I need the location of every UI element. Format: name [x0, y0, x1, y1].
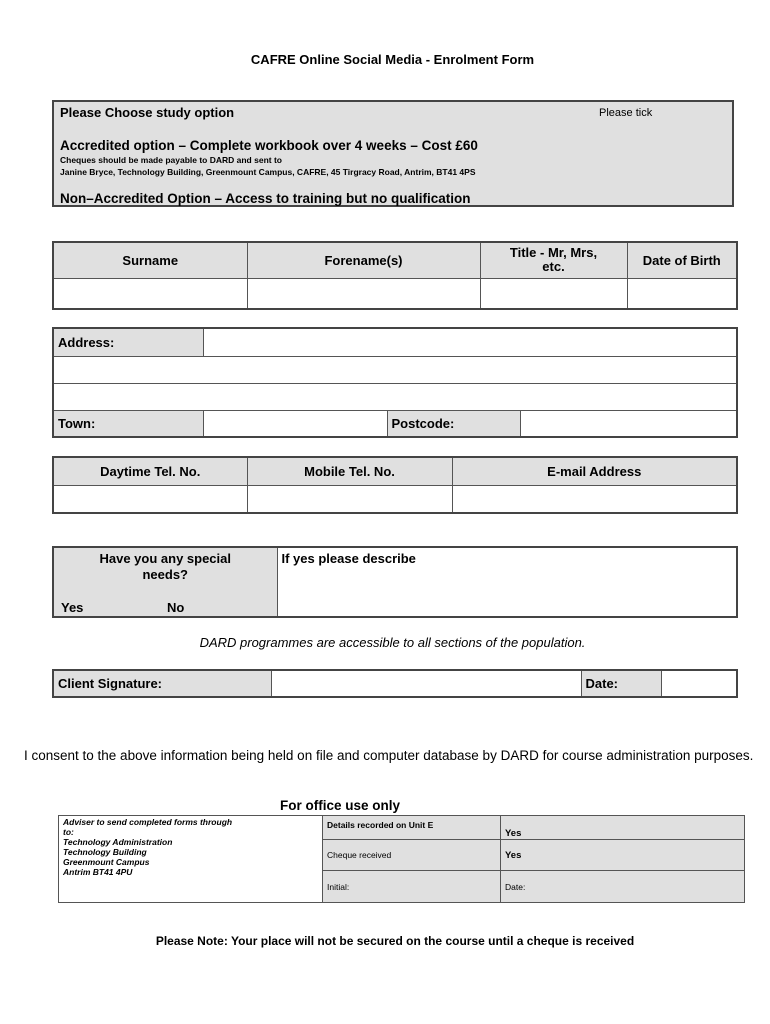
- non-accredited-option[interactable]: Non–Accredited Option – Access to training but no qualification: [60, 191, 471, 206]
- forename-header: Forename(s): [247, 242, 480, 278]
- office-date-label: Date:: [501, 871, 745, 903]
- client-signature-input[interactable]: [271, 670, 581, 697]
- adviser-line5: Greenmount Campus: [63, 857, 150, 867]
- title-header: [480, 242, 627, 278]
- title-header-line2: etc.: [542, 259, 565, 275]
- page-title: CAFRE Online Social Media - Enrolment Form: [250, 52, 535, 67]
- special-needs-question: [53, 547, 277, 617]
- special-needs-line1: Have you any special: [99, 551, 231, 566]
- adviser-line6: Antrim BT41 4PU: [63, 867, 133, 877]
- mobile-tel-input[interactable]: [247, 485, 452, 513]
- cheque-received-value: Yes: [501, 840, 745, 871]
- consent-statement: I consent to the above information being held on file and computer database by DARD for course administration purposes.: [24, 748, 754, 763]
- mobile-tel-header: Mobile Tel. No.: [247, 457, 452, 485]
- signature-table: [52, 669, 738, 698]
- cheque-received-label: Cheque received: [323, 840, 501, 871]
- dob-header: Date of Birth: [627, 242, 737, 278]
- client-signature-label: Client Signature:: [53, 670, 271, 697]
- postcode-label: Postcode:: [387, 410, 520, 437]
- special-needs-table: [52, 546, 738, 618]
- title-header-line1: Title - Mr, Mrs,: [509, 245, 598, 261]
- office-use-title: For office use only: [279, 798, 401, 813]
- adviser-line2: to:: [63, 827, 74, 837]
- describe-input[interactable]: [277, 547, 737, 617]
- address-label: Address:: [53, 328, 203, 356]
- address-line2-input[interactable]: [53, 356, 737, 383]
- adviser-line3: Technology Administration: [63, 837, 173, 847]
- study-option-heading: Please Choose study option: [60, 105, 235, 120]
- town-input[interactable]: [203, 410, 387, 437]
- please-tick-label: Please tick: [599, 107, 653, 119]
- address-table: [52, 327, 738, 438]
- no-option[interactable]: No: [167, 600, 185, 615]
- office-use-table: [58, 815, 745, 903]
- town-label: Town:: [53, 410, 203, 437]
- cheque-instructions-line1: Cheques should be made payable to DARD and sent to: [60, 155, 282, 165]
- postcode-input[interactable]: [520, 410, 737, 437]
- signature-date-input[interactable]: [661, 670, 737, 697]
- name-table: [52, 241, 738, 310]
- initial-label: Initial:: [323, 871, 501, 903]
- study-option-box: [52, 100, 734, 207]
- special-needs-line2: needs?: [142, 567, 188, 582]
- daytime-tel-input[interactable]: [53, 485, 247, 513]
- address-line1-input[interactable]: [203, 328, 737, 356]
- cheque-instructions-line2: Janine Bryce, Technology Building, Greenmount Campus, CAFRE, 45 Tirgracy Road, Antrim, BT41 4PS: [60, 167, 476, 177]
- adviser-line1: Adviser to send completed forms through: [63, 817, 233, 827]
- adviser-line4: Technology Building: [63, 847, 147, 857]
- signature-date-label: Date:: [581, 670, 661, 697]
- yes-option[interactable]: Yes: [61, 600, 84, 615]
- daytime-tel-header: Daytime Tel. No.: [53, 457, 247, 485]
- surname-input[interactable]: [53, 278, 247, 309]
- title-input[interactable]: [480, 278, 627, 309]
- accessibility-note: DARD programmes are accessible to all sections of the population.: [199, 635, 586, 650]
- address-line3-input[interactable]: [53, 383, 737, 410]
- accredited-option[interactable]: Accredited option – Complete workbook over 4 weeks – Cost £60: [60, 138, 478, 153]
- adviser-instructions: [59, 816, 323, 903]
- dob-input[interactable]: [627, 278, 737, 309]
- describe-label: If yes please describe: [281, 551, 416, 566]
- forename-input[interactable]: [247, 278, 480, 309]
- email-input[interactable]: [452, 485, 737, 513]
- email-header: E-mail Address: [452, 457, 737, 485]
- details-recorded-value: Yes: [501, 816, 745, 840]
- details-recorded-label: Details recorded on Unit E: [323, 816, 501, 840]
- contact-table: [52, 456, 738, 514]
- footer-note: Please Note: Your place will not be secured on the course until a cheque is received: [155, 934, 635, 948]
- surname-header: Surname: [53, 242, 247, 278]
